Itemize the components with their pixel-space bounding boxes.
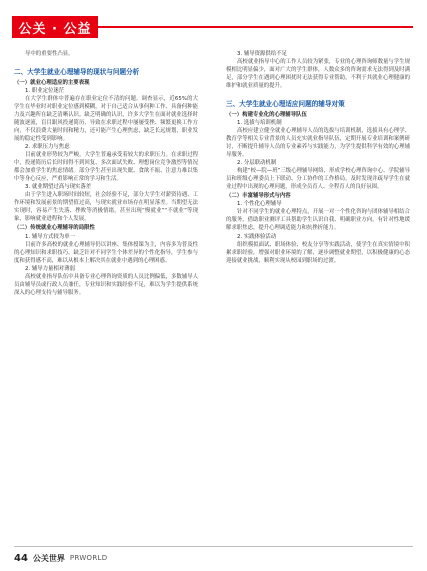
left-item-heading: 2. 辅导力量相对薄弱 [25, 265, 75, 272]
left-paragraph: 目前许多高校的就业心理辅导仍以讲座、集体授课为主，内容多为普及性的心理知识和求职技巧，缺乏针对不同学生个体差异的个性化指导，学生参与度和获得感不高，难以从根本上解决其在就业中遇到的心理困惑。 [14, 241, 198, 264]
footer-rule [14, 546, 413, 547]
left-paragraph: 由于学生进入职场时间较短，社会经验不足，部分大学生对薪资待遇、工作环境和发展前景的期望值过高，与现实就业市场存在明显落差。当期望无法实现时，容易产生失落、挫败等消极情绪，甚至出现“慢就业”“不就业”等现象，影响就业进程和个人发展。 [14, 192, 198, 223]
right-paragraph: 针对不同学生的就业心理特点，开展一对一个性化咨询与团体辅导相结合的服务，借助职业测评工具帮助学生认识自我、明确职业方向，有针对性地缓解求职焦虑，提升心理调适能力和抗挫折能力。 [226, 209, 410, 232]
page-footer [14, 551, 107, 565]
right-spacer [226, 90, 410, 98]
right-item-heading: 2. 实践体验活动 [237, 233, 277, 240]
left-paragraph: 在大学生群体中普遍存在职业定位不清的问题。调查显示，近65%的大学生在毕业时对职业定位感到模糊，对于自己适合从事何种工作、具备何种能力及兴趣所在缺乏清晰认识。缺乏明确的认识，许多大学生在面对就业选择时随波逐流，盲目跟风投递简历，导致在求职过程中屡屡受挫、频繁更换工作方向，不仅浪费大量时间和精力，还可能产生心理焦虑，缺乏长远规划，职业发展的稳定性受到影响。 [14, 95, 198, 142]
right-item-heading: 1. 个性化心理辅导 [237, 201, 282, 208]
right-subsection-heading: （一）构建专业化的心理辅导队伍 [226, 111, 307, 118]
right-column [226, 50, 410, 538]
left-item-heading: 2. 求职压力与焦虑 [25, 144, 70, 151]
left-paragraph: 高校就业指导队伍中具备专业心理咨询资质的人员比例偏低，多数辅导人员由辅导员或行政人员兼任，专业知识和实践经验不足，难以为学生提供系统深入的心理支持与辅导服务。 [14, 273, 198, 296]
left-subsection-heading: （二）传统就业心理辅导的局限性 [14, 225, 95, 232]
right-item-heading: 2. 分层联动机制 [237, 160, 277, 167]
section-badge [12, 16, 98, 38]
magazine-name: 公关世界 [32, 553, 65, 563]
magazine-name-en: PRWORLD [69, 554, 108, 562]
right-paragraph: 高校应建立健全就业心理辅导人员的选拔与培训机制，选拔具有心理学、教育学等相关专业背景的人员充实就业指导队伍，定期开展专业培训和案例研讨，不断提升辅导人员的专业素养与实践能力，为学生提供科学有效的心理辅导服务。 [226, 127, 410, 159]
left-item-heading: 3. 就业期望过高与现实落差 [25, 184, 92, 191]
left-paragraph: 目前就业形势较为严峻，大学生普遍承受着较大的求职压力。在求职过程中，投递简历后长时间得不到回复、多次面试失败、理想岗位竞争激烈等情况都会加重学生的焦虑情绪。部分学生甚至出现失眠、食欲不振、注意力难以集中等身心反应，严重影响正常的学习和生活。 [14, 152, 198, 183]
page-number: 44 [14, 552, 28, 564]
left-spacer [14, 58, 198, 66]
right-section-heading: 三、大学生就业心理适应问题的辅导对策 [226, 100, 345, 109]
right-item-heading: 3. 辅导资源供给不足 [237, 51, 287, 57]
header-rule [98, 26, 413, 28]
right-item-heading: 1. 选拔与培训机制 [237, 119, 282, 126]
left-paragraph: 导中的重要性凸显。 [25, 51, 74, 57]
right-paragraph: 构建“校—院—班”三级心理辅导网络，形成学校心理咨询中心、学院辅导员和班级心理委员上下联动、分工协作的工作格局，及时发现并疏导学生在就业过程中出现的心理问题，形成全员育人、全程育人的良好氛围。 [226, 168, 410, 191]
right-paragraph: 高校就业指导中心的工作人员较为紧张，专业的心理咨询师数量与学生规模相比明显偏少，面对广大的学生群体，人数众多的咨询需求无法得到及时满足，部分学生在遇到心理困扰时无法获得专业帮助，不利于其就业心理健康的维护和就业质量的提升。 [226, 59, 410, 90]
left-column [14, 50, 198, 538]
left-section-heading: 二、大学生就业心理辅导的现状与问题分析 [14, 68, 140, 77]
right-paragraph: 组织模拟面试、职场体验、校友分享等实践活动，使学生在真实情境中积累求职经验，增强对职业环境的了解，逐步调整就业期望，以积极健康的心态迎接就业挑战，顺利实现从校园到职场的过渡。 [226, 241, 410, 264]
left-subsection-heading: （一）就业心理适应的主要表现 [14, 79, 90, 86]
section-label: 公关 · 公益 [18, 21, 92, 37]
left-item-heading: 1. 辅导方式较为单一 [25, 233, 75, 240]
right-subsection-heading: （二）丰富辅导形式与内容 [226, 193, 291, 200]
left-item-heading: 1. 职业定位迷茫 [25, 87, 65, 94]
